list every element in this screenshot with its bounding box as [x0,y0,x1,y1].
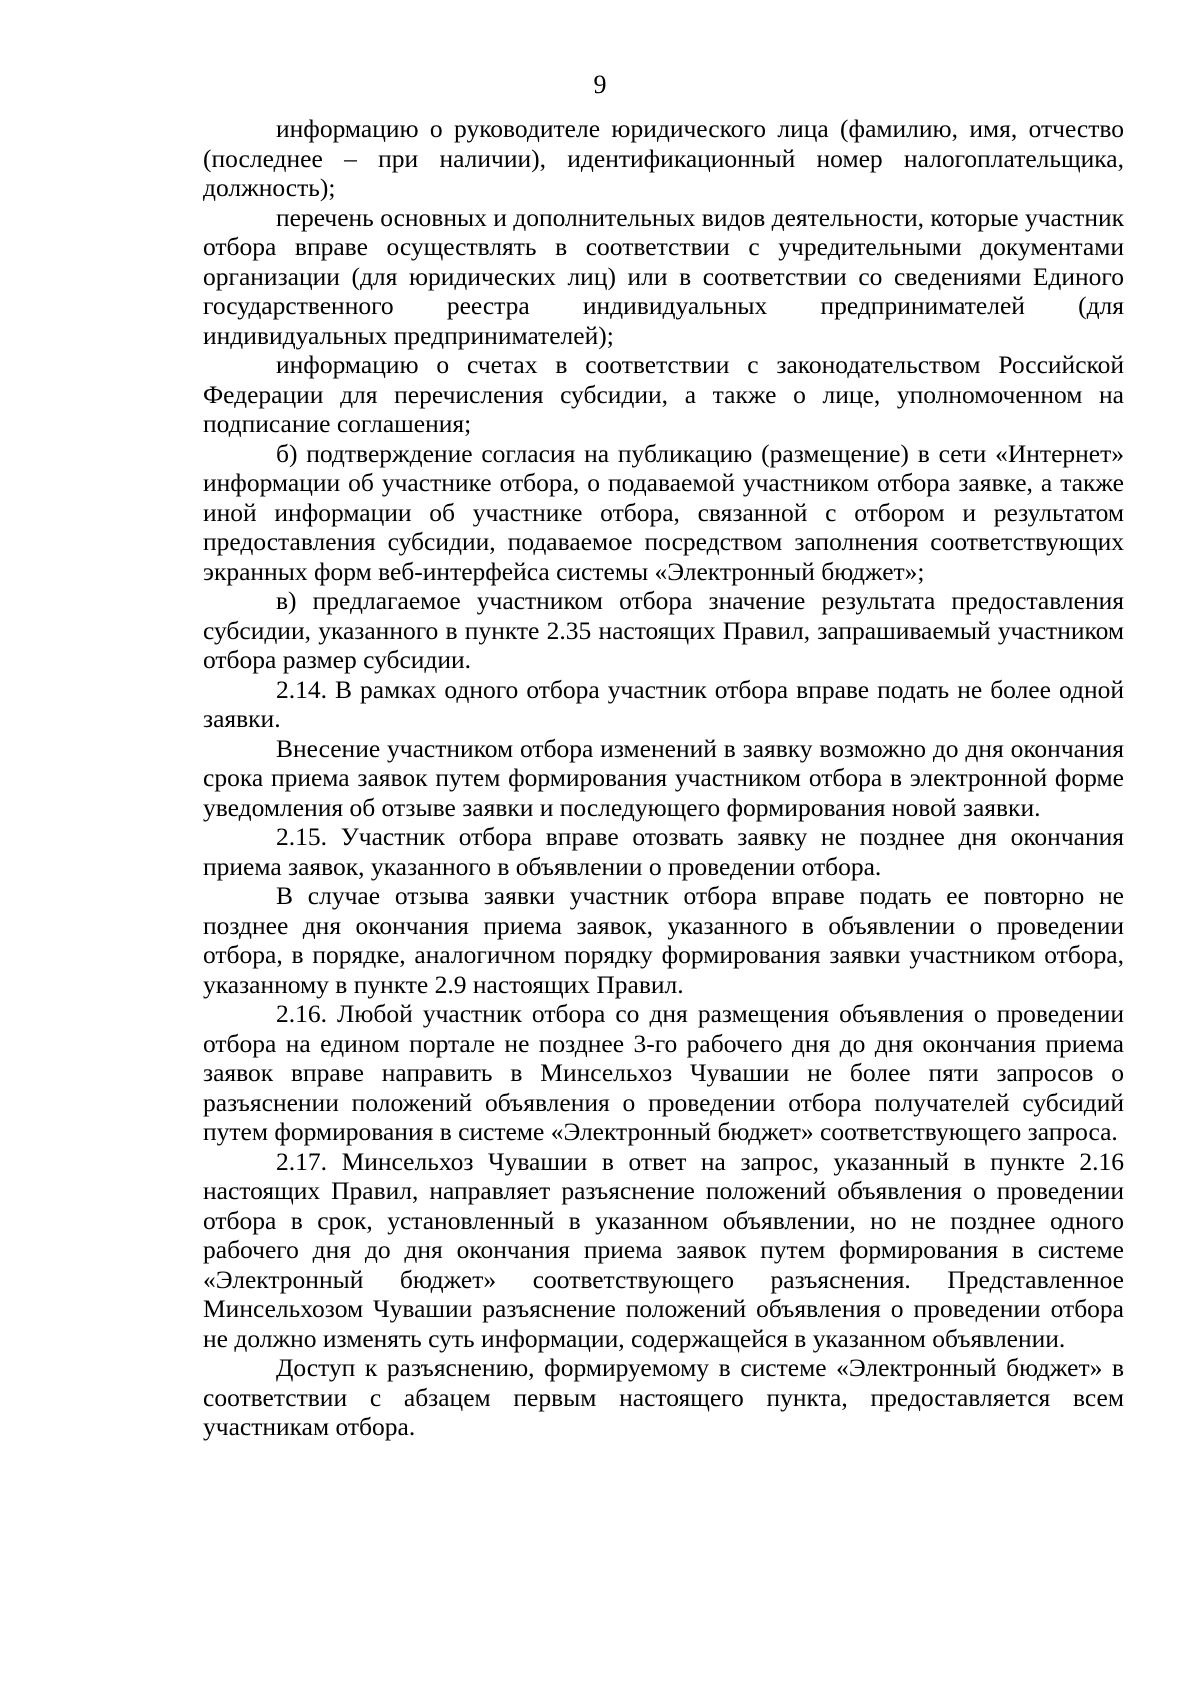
page-number: 9 [593,70,607,99]
paragraph-application-changes: Внесение участником отбора изменений в заявку возможно до дня окончания срока приема заявок путем формирования участником отбора в электронной форме уведомления об отзыве заявки и последующего формирования новой заявки. [203,733,1124,822]
paragraph-result-value: в) предлагаемое участником отбора значение результата предоставления субсидии, указанного в пункте 2.35 настоящих Правил, запрашиваемый участником отбора размер субсидии. [203,586,1124,674]
paragraph-clause-2-15: 2.15. Участник отбора вправе отозвать заявку не позднее дня окончания приема заявок, указанного в объявлении о проведении отбора. [203,822,1124,881]
paragraph-clarification-access: Доступ к разъяснению, формируемому в системе «Электронный бюджет» в соответствии с абзацем первым настоящего пункта, предоставляется всем участникам отбора. [203,1353,1124,1441]
document-body [203,114,1124,1442]
paragraph-clause-2-16: 2.16. Любой участник отбора со дня размещения объявления о проведении отбора на едином портале не позднее 3-го рабочего дня до дня окончания приема заявок вправе направить в Минсельхоз Чувашии не более пяти запросов о разъяснении положений объявления о проведении отбора получателей субсидий путем формирования в системе «Электронный бюджет» соответствующего запроса. [203,999,1124,1146]
paragraph-head-info: информацию о руководителе юридического лица (фамилию, имя, отчество (последнее – при наличии), идентификационный номер налогоплательщика, должность); [203,114,1124,202]
paragraph-clause-2-17: 2.17. Минсельхоз Чувашии в ответ на запрос, указанный в пункте 2.16 настоящих Правил, направляет разъяснение положений объявления о проведении отбора в срок, установленный в указанном объявлении, но не позднее одного рабочего дня до дня окончания приема заявок путем формирования в системе «Электронный бюджет» соответствующего разъяснения. Представленное Минсельхозом Чувашии разъяснение положений объявления о проведении отбора не должно изменять суть информации, содержащейся в указанном объявлении. [203,1146,1124,1353]
paragraph-clause-2-14: 2.14. В рамках одного отбора участник отбора вправе подать не более одной заявки. [203,674,1124,733]
paragraph-resubmission: В случае отзыва заявки участник отбора вправе подать ее повторно не позднее дня окончания приема заявок, указанного в объявлении о проведении отбора, в порядке, аналогичном порядку формирования заявки участником отбора, указанному в пункте 2.9 настоящих Правил. [203,881,1124,999]
paragraph-accounts-info: информацию о счетах в соответствии с законодательством Российской Федерации для перечисления субсидии, а также о лице, уполномоченном на подписание соглашения; [203,350,1124,438]
paragraph-consent-publication: б) подтверждение согласия на публикацию (размещение) в сети «Интернет» информации об участнике отбора, о подаваемой участником отбора заявке, а также иной информации об участнике отбора, связанной с отбором и результатом предоставления субсидии, подаваемое посредством заполнения соответствующих экранных форм веб-интерфейса системы «Электронный бюджет»; [203,438,1124,586]
paragraph-activity-list: перечень основных и дополнительных видов деятельности, которые участник отбора вправе осуществлять в соответствии с учредительными документами организации (для юридических лиц) или в соответствии со сведениями Единого государственного реестра индивидуальных предпринимателей (для индивидуальных предпринимателей); [203,202,1125,350]
